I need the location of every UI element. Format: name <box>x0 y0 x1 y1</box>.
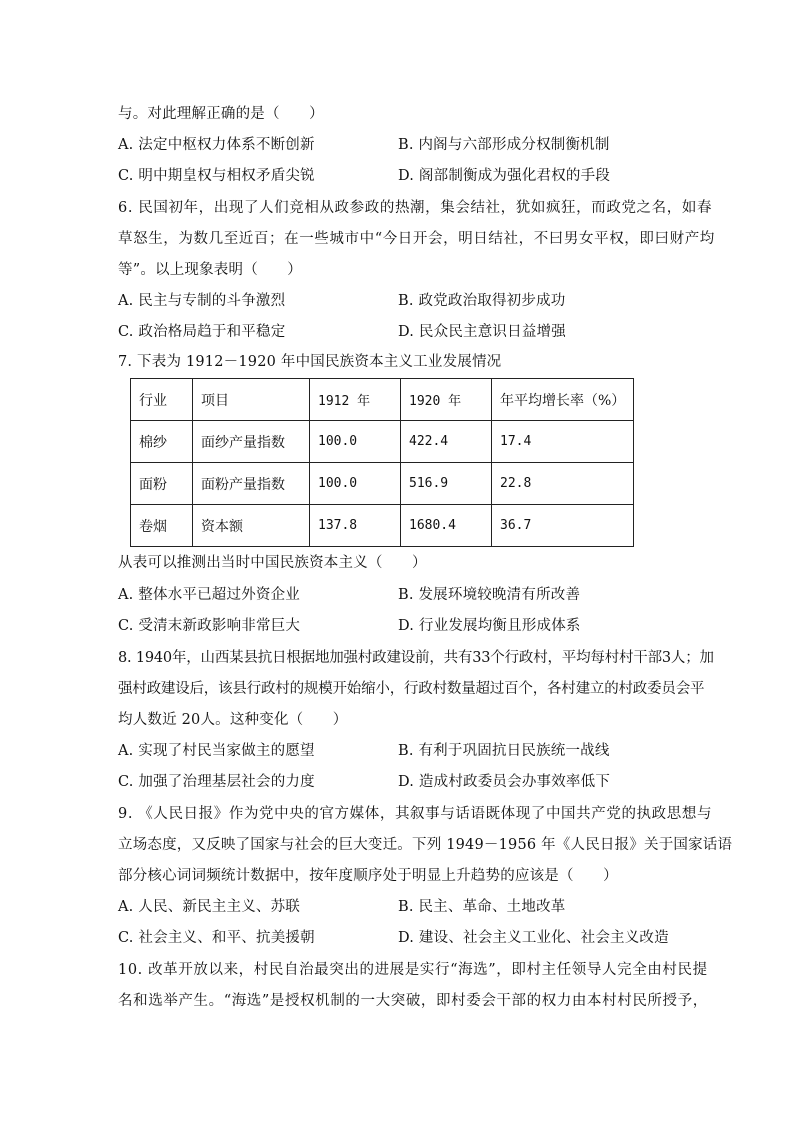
table-cell: 面粉 <box>131 463 193 505</box>
q9-option-b[interactable]: B. 民主、革命、土地改革 <box>398 899 566 915</box>
table-row <box>131 463 634 505</box>
table-cell: 516.9 <box>401 463 492 505</box>
q7-option-b[interactable]: B. 发展环境较晚清有所改善 <box>398 587 581 603</box>
table-header-cell: 1920 年 <box>401 379 492 421</box>
q5-stem-tail: 与。对此理解正确的是（ ） <box>118 106 324 122</box>
table-cell: 137.8 <box>310 505 401 547</box>
table-header-cell: 项目 <box>193 379 310 421</box>
table-row <box>131 505 634 547</box>
q9-option-c[interactable]: C. 社会主义、和平、抗美援朝 <box>118 930 315 946</box>
q9-stem-line-2: 立场态度，又反映了国家与社会的巨大变迁。下列 1949－1956 年《人民日报》关于国家话语 <box>118 837 733 853</box>
q6-option-a[interactable]: A. 民主与专制的斗争激烈 <box>118 293 286 309</box>
table-header-cell: 行业 <box>131 379 193 421</box>
q6-stem-line-3: 等”。以上现象表明（ ） <box>118 262 303 278</box>
q9-option-a[interactable]: A. 人民、新民主主义、苏联 <box>118 899 300 915</box>
q8-stem-line-1: 8. 1940年，山西某县抗日根据地加强村政建设前，共有33个行政村，平均每村村干部3人；加 <box>118 650 714 666</box>
q8-stem-line-3: 均人数近 20人。这种变化（ ） <box>118 712 348 728</box>
table-cell: 36.7 <box>492 505 634 547</box>
q8-option-c[interactable]: C. 加强了治理基层社会的力度 <box>118 774 315 790</box>
table-header-cell: 年平均增长率（%） <box>492 379 634 421</box>
table-cell: 面纱产量指数 <box>193 421 310 463</box>
q6-stem-line-1: 6. 民国初年，出现了人们竞相从政参政的热潮，集会结社，犹如疯狂，而政党之名，如春 <box>118 200 713 216</box>
table-cell: 棉纱 <box>131 421 193 463</box>
q8-stem-line-2: 强村政建设后，该县行政村的规模开始缩小，行政村数量超过百个，各村建立的村政委员会平 <box>118 681 705 697</box>
table-cell: 100.0 <box>310 463 401 505</box>
table-cell: 17.4 <box>492 421 634 463</box>
q5-option-d[interactable]: D. 阁部制衡成为强化君权的手段 <box>398 168 611 184</box>
q7-stem: 7. 下表为 1912－1920 年中国民族资本主义工业发展情况 <box>118 354 502 370</box>
q5-option-a[interactable]: A. 法定中枢权力体系不断创新 <box>118 137 315 153</box>
table-cell: 422.4 <box>401 421 492 463</box>
table-cell: 22.8 <box>492 463 634 505</box>
q6-option-b[interactable]: B. 政党政治取得初步成功 <box>398 293 566 309</box>
q10-stem-line-2: 名和选举产生。“海选”是授权机制的一大突破，即村委会干部的权力由本村村民所授予， <box>118 993 708 1009</box>
industry-table <box>130 378 634 547</box>
q5-option-b[interactable]: B. 内阁与六部形成分权制衡机制 <box>398 137 610 153</box>
q7-option-d[interactable]: D. 行业发展均衡且形成体系 <box>398 618 581 634</box>
q6-option-d[interactable]: D. 民众民主意识日益增强 <box>398 324 566 340</box>
table-header-cell: 1912 年 <box>310 379 401 421</box>
table-cell: 100.0 <box>310 421 401 463</box>
table-cell: 面粉产量指数 <box>193 463 310 505</box>
q9-stem-line-3: 部分核心词词频统计数据中，按年度顺序处于明显上升趋势的应该是（ ） <box>118 868 618 884</box>
q7-after-table: 从表可以推测出当时中国民族资本主义（ ） <box>118 555 427 571</box>
table-cell: 卷烟 <box>131 505 193 547</box>
q5-option-c[interactable]: C. 明中期皇权与相权矛盾尖锐 <box>118 168 315 184</box>
q7-option-c[interactable]: C. 受清末新政影响非常巨大 <box>118 618 301 634</box>
q9-option-d[interactable]: D. 建设、社会主义工业化、社会主义改造 <box>398 930 669 946</box>
q6-stem-line-2: 草怒生，为数几至近百；在一些城市中“今日开会，明日结社，不曰男女平权，即曰财产均 <box>118 231 715 247</box>
q10-stem-line-1: 10. 改革开放以来，村民自治最突出的进展是实行“海选”，即村主任领导人完全由村民提 <box>118 962 708 978</box>
q8-option-a[interactable]: A. 实现了村民当家做主的愿望 <box>118 743 315 759</box>
q6-option-c[interactable]: C. 政治格局趋于和平稳定 <box>118 324 286 340</box>
table-header-row <box>131 379 634 421</box>
q9-stem-line-1: 9. 《人民日报》作为党中央的官方媒体，其叙事与话语既体现了中国共产党的执政思想与 <box>118 806 713 822</box>
q7-option-a[interactable]: A. 整体水平已超过外资企业 <box>118 587 300 603</box>
q8-option-b[interactable]: B. 有利于巩固抗日民族统一战线 <box>398 743 610 759</box>
q8-option-d[interactable]: D. 造成村政委员会办事效率低下 <box>398 774 611 790</box>
table-cell: 资本额 <box>193 505 310 547</box>
table-row <box>131 421 634 463</box>
table-cell: 1680.4 <box>401 505 492 547</box>
